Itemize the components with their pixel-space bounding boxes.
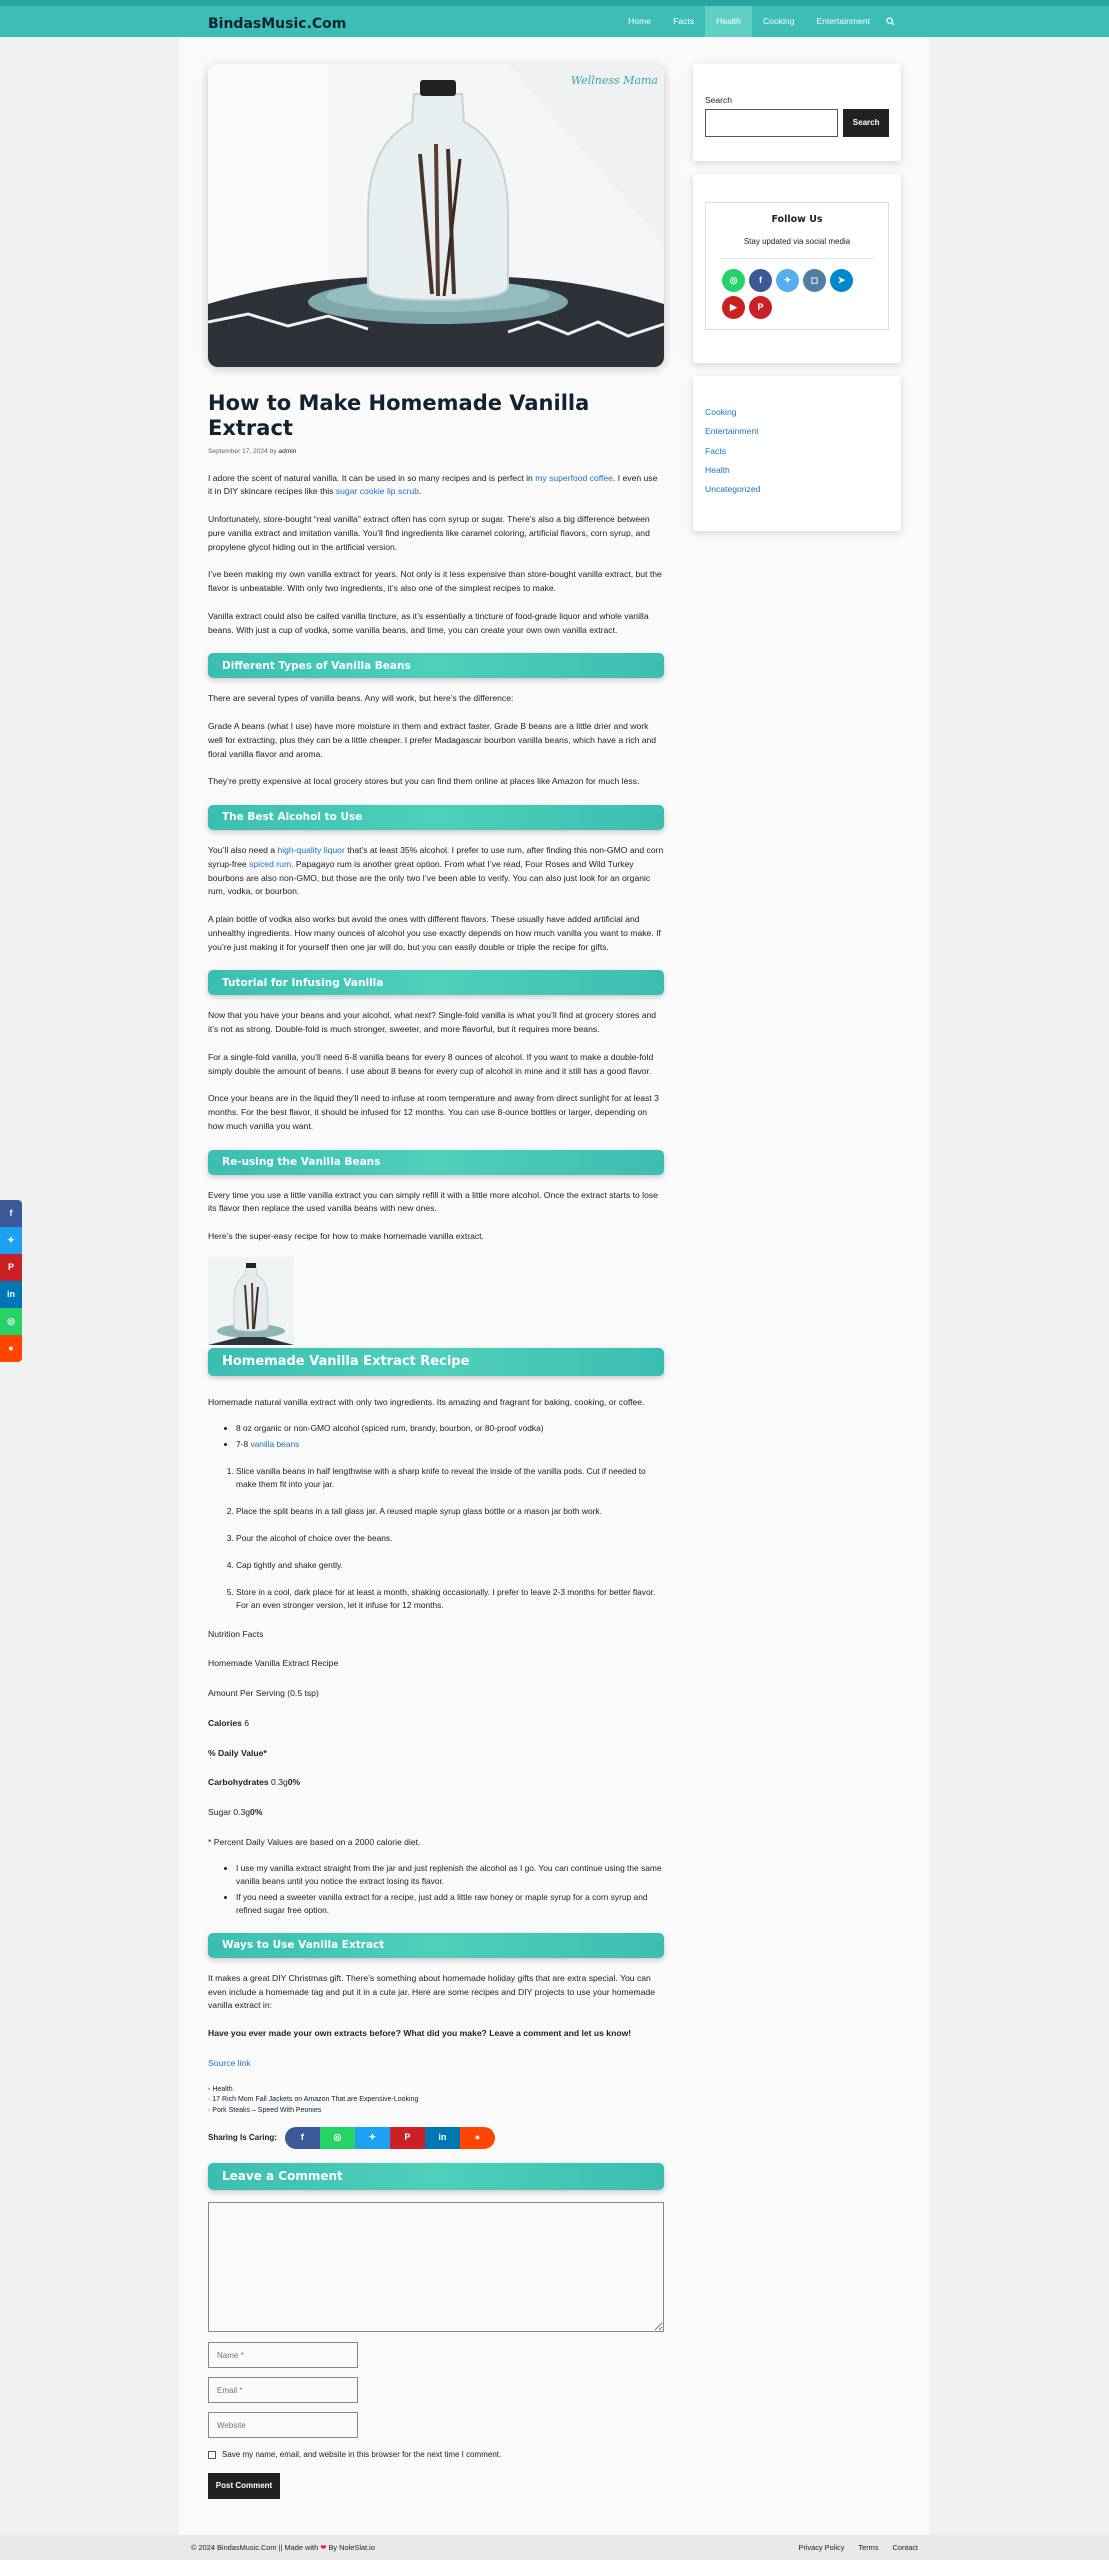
high-quality-liquor-link[interactable]: high-quality liquor [277, 845, 345, 856]
prev-post [208, 2095, 664, 2106]
vanilla-types-paragraph-3: They’re pretty expensive at local grocery stores but you can find them online at places like Amazon for much less. [208, 776, 640, 787]
spiced-rum-link[interactable]: spiced rum [249, 858, 292, 869]
share-twitter-icon[interactable]: ✦ [355, 2127, 390, 2149]
instruction-step: 5. Store in a cool, dark place for at least a month, shaking occasionally. I prefer to leave 2-3 months for better flavor. For an even stronger version, let it infuse for 12 months. [236, 1586, 664, 1612]
alcohol-paragraph-1: You’ll also need a high-quality liquor that’s at least 35% alcohol. I prefer to use rum, after finding this non-GMO and corn syrup-free spiced rum. Papagayo rum is another great option. From what I’ve read, Four Roses and Wild Turkey bourbons are also non-GMO, but those are the only two I’ve been able to verify. You can also just look for an organic rum, vodka, or bourbon. [208, 845, 664, 897]
post-date: September 17, 2024 [208, 448, 268, 456]
comment-textarea[interactable] [208, 2202, 664, 2332]
float-facebook-icon[interactable]: f [0, 1200, 22, 1227]
category-link-entertainment[interactable]: Entertainment [705, 426, 759, 437]
section-heading-vanilla-types: Different Types of Vanilla Beans [208, 653, 664, 678]
chevron-right-icon: › [208, 2107, 213, 2115]
search-icon[interactable] [881, 17, 899, 26]
uses-paragraph-1: It makes a great DIY Christmas gift. There’s something about homemade holiday gifts that are extra special. You can even include a homemade tag and put it in a cute jar. Here are some recipes and DIY projects to use your homemade vanilla extract in: [208, 1972, 655, 2011]
post-comment-button[interactable]: Post Comment [208, 2473, 280, 2499]
intro-paragraph-3: I’ve been making my own vanilla extract for years. Not only is it less expensive than store-bought vanilla extract, but the flavor is unbeatable. With only two ingredients, it’s also one of the simplest recipes to make. [208, 569, 662, 594]
follow-box [705, 202, 889, 330]
nutrition-footnote: * Percent Daily Values are based on a 2000 calorie diet. [208, 1836, 421, 1847]
next-post-link[interactable]: Pork Steaks – Speed With Peonies [212, 2107, 322, 2115]
share-reddit-icon[interactable]: ● [460, 2127, 495, 2149]
uses-paragraph-2: Have you ever made your own extracts before? What did you make? Leave a comment and let us know! [208, 2028, 632, 2039]
share-pinterest-icon[interactable]: P [390, 2127, 425, 2149]
recipe-notes [208, 1862, 664, 1917]
post-navigation [208, 2085, 664, 2118]
sharing-label: Sharing Is Caring: [208, 2132, 277, 2142]
prev-post-link[interactable]: 17 Rich Mom Fall Jackets on Amazon That are Expensive-Looking [212, 2096, 419, 2104]
site-brand[interactable]: BindasMusic.Com [208, 16, 347, 32]
intro-paragraph-1: I adore the scent of natural vanilla. It can be used in so many recipes and is perfect in my superfood coffee. I even use it in DIY skincare recipes like this sugar cookie lip scrub. [208, 472, 658, 497]
facebook-icon[interactable]: f [749, 269, 772, 292]
tutorial-paragraph-2: For a single-fold vanilla, you’ll need 6-8 vanilla beans for every 8 ounces of alcohol. If you want to make a double-fold simply double the amount of beans. I use about 8 beans for every cup of alcohol in mine and it still has a good flavor. [208, 1051, 654, 1076]
nutrition-calories: Calories 6 [208, 1717, 250, 1728]
reusing-paragraph-1: Every time you use a little vanilla extract you can simply refill it with a little more alcohol. Once the extract starts to lose its flavor then replace the used vanilla beans with new ones. [208, 1189, 658, 1214]
ingredient-alcohol: • 8 oz organic or non-GMO alcohol (spiced rum, brandy, bourbon, or 80-proof vodka) [236, 1422, 664, 1435]
float-twitter-icon[interactable]: ✦ [0, 1227, 22, 1254]
article-meta [208, 447, 664, 457]
twitter-icon[interactable]: ✦ [776, 269, 799, 292]
superfood-coffee-link[interactable]: my superfood coffee [535, 472, 613, 483]
whatsapp-icon[interactable]: ◎ [722, 269, 745, 292]
reusing-paragraph-2: Here’s the super-easy recipe for how to make homemade vanilla extract. [208, 1231, 484, 1242]
share-facebook-icon[interactable]: f [285, 2127, 320, 2149]
main-nav [617, 6, 899, 37]
nav-cooking[interactable]: Cooking [762, 15, 795, 26]
nutrition-recipe-name: Homemade Vanilla Extract Recipe [208, 1658, 339, 1669]
leave-comment-heading: Leave a Comment [208, 2163, 664, 2190]
chevron-left-icon: ‹ [208, 2096, 213, 2104]
nutrition-sugar: Sugar 0.3g0% [208, 1807, 263, 1818]
nutrition-serving: Amount Per Serving (0.5 tsp) [208, 1688, 319, 1699]
name-field[interactable] [208, 2342, 358, 2368]
tutorial-paragraph-1: Now that you have your beans and your alcohol, what next? Single-fold vanilla is what you’ll find at grocery stores and it’s not as strong. Double-fold is much stronger, sweeter, and more flavorful, but it requires more beans. [208, 1010, 657, 1035]
website-field[interactable] [208, 2412, 358, 2438]
instruction-step: 4. Cap tightly and shake gently. [236, 1559, 664, 1572]
nav-entertainment[interactable]: Entertainment [816, 15, 870, 26]
float-pinterest-icon[interactable]: P [0, 1254, 22, 1281]
recipe-thumbnail[interactable] [208, 1257, 294, 1345]
category-link-facts[interactable]: Facts [705, 445, 727, 456]
article-title: How to Make Homemade Vanilla Extract [208, 391, 590, 441]
sidebar-search-button[interactable]: Search [843, 109, 889, 137]
share-whatsapp-icon[interactable]: ◎ [320, 2127, 355, 2149]
hero-watermark: Wellness Mama [570, 74, 658, 87]
email-field[interactable] [208, 2377, 358, 2403]
recipe-description: Homemade natural vanilla extract with only two ingredients. Its amazing and fragrant for baking, cooking, or coffee. [208, 1396, 645, 1407]
footer-terms-link[interactable]: Terms [858, 2543, 879, 2552]
section-heading-uses: Ways to Use Vanilla Extract [208, 1933, 664, 1958]
vanilla-beans-link[interactable]: vanilla beans [250, 1438, 300, 1449]
youtube-icon[interactable]: ▶ [722, 296, 745, 319]
float-reddit-icon[interactable]: ● [0, 1335, 22, 1362]
tutorial-paragraph-3: Once your beans are in the liquid they’ll need to infuse at room temperature and away from direct sunlight for at least 3 months. For the best flavor, it should be infused for 12 months. You can use 8-ounce bottles or larger, depending on how much vanilla you want. [208, 1093, 659, 1131]
save-info-row [208, 2449, 664, 2461]
recipe-note: • If you need a sweeter vanilla extract for a recipe, just add a little raw honey or maple syrup for a corn syrup and refined sugar free option. [236, 1891, 664, 1917]
section-heading-reusing: Re-using the Vanilla Beans [208, 1150, 664, 1175]
section-heading-tutorial: Tutorial for Infusing Vanilla [208, 970, 664, 995]
nav-home[interactable]: Home [628, 15, 652, 26]
search-label: Search [705, 95, 732, 105]
meta-by: by [267, 448, 279, 456]
telegram-icon[interactable]: ➤ [830, 269, 853, 292]
sidebar-search-input[interactable] [705, 109, 838, 137]
nutrition-daily-value: % Daily Value* [208, 1747, 267, 1758]
folder-icon: ▪ [208, 2085, 213, 2093]
float-whatsapp-icon[interactable]: ◎ [0, 1308, 22, 1335]
recipe-heading: Homemade Vanilla Extract Recipe [208, 1348, 664, 1376]
share-buttons [285, 2127, 495, 2149]
footer-copyright: © 2024 BindasMusic.Com || Made with ❤ By NoleSlat.io [191, 2543, 375, 2552]
pinterest-icon[interactable]: P [749, 296, 772, 319]
social-icons [720, 267, 874, 321]
nutrition-carbohydrates: Carbohydrates 0.3g0% [208, 1777, 301, 1788]
lip-scrub-link[interactable]: sugar cookie lip scrub [335, 486, 419, 497]
vanilla-types-paragraph-2: Grade A beans (what I use) have more moisture in them and extract faster. Grade B beans are a little drier and work well for extracting, plus they can be a little cheaper. I prefer Madagascar bourbon vanilla beans, which have a rich and floral vanilla flavor and aroma. [208, 721, 657, 759]
search-widget [693, 64, 901, 161]
sidebar [693, 64, 901, 531]
category-list [705, 406, 889, 497]
site-footer [0, 2535, 1109, 2560]
category-link-uncategorized[interactable]: Uncategorized [705, 484, 761, 495]
footer-privacy-link[interactable]: Privacy Policy [798, 2543, 845, 2552]
follow-widget [693, 174, 901, 363]
source-link[interactable]: Source link [208, 2057, 251, 2068]
footer-links [798, 2542, 918, 2553]
follow-subtitle: Stay updated via social media [720, 236, 874, 259]
category-link-health[interactable]: Health [705, 464, 730, 475]
share-linkedin-icon[interactable]: in [425, 2127, 460, 2149]
save-info-checkbox[interactable] [208, 2451, 216, 2459]
heart-icon: ❤ [320, 2543, 327, 2552]
nav-facts[interactable]: Facts [673, 15, 695, 26]
float-linkedin-icon[interactable]: in [0, 1281, 22, 1308]
intro-paragraph-4: Vanilla extract could also be called vanilla tincture, as it’s essentially a tincture of food-grade liquor and whole vanilla beans. With just a cup of vodka, some vanilla beans, and time, you can create your own own vanilla extract. [208, 610, 649, 635]
instruction-step: 2. Place the split beans in a tall glass jar. A reused maple syrup glass bottle or a mason jar both work. [236, 1505, 664, 1518]
section-heading-alcohol: The Best Alcohol to Use [208, 805, 664, 830]
nutrition-facts-label: Nutrition Facts [208, 1628, 264, 1639]
alcohol-paragraph-2: A plain bottle of vodka also works but avoid the ones with different flavors. These usually have added artificial and unhealthy ingredients. How many ounces of alcohol you use exactly depends on how much vanilla you want to make. If you’re just making it for yourself then one jar will do, but you can easily double or triple the recipe for gifts. [208, 914, 661, 952]
post-category [208, 2085, 664, 2096]
ingredients-list [208, 1422, 664, 1451]
save-info-label: Save my name, email, and website in this browser for the next time I comment. [222, 2450, 502, 2460]
recipe-note: • I use my vanilla extract straight from the jar and just replenish the alcohol as I go. You can continue using the same vanilla beans until you notice the extract losing its flavor. [236, 1862, 664, 1888]
instruction-step: 1. Slice vanilla beans in half lengthwise with a sharp knife to reveal the inside of the vanilla pods. Cut if needed to make them fit into your jar. [236, 1465, 664, 1491]
category-link-cooking[interactable]: Cooking [705, 407, 737, 417]
nav-health[interactable]: Health [705, 6, 752, 37]
vanilla-types-paragraph-1: There are several types of vanilla beans. Any will work, but here’s the difference: [208, 693, 514, 704]
ingredient-beans: • 7-8 vanilla beans [236, 1438, 664, 1451]
site-header [0, 6, 1109, 37]
instructions-list [208, 1465, 664, 1612]
instruction-step: 3. Pour the alcohol of choice over the beans. [236, 1532, 664, 1545]
categories-widget [693, 376, 901, 531]
article [208, 64, 664, 2499]
instagram-icon[interactable]: ◻ [803, 269, 826, 292]
intro-paragraph-2: Unfortunately, store-bought “real vanilla” extract often has corn syrup or sugar. There’s also a big difference between pure vanilla extract and imitation vanilla. You’ll find ingredients like caramel coloring, artificial flavors, corn syrup, and propylene glycol hiding out in the artificial version. [208, 514, 650, 552]
next-post [208, 2106, 664, 2117]
author-link[interactable]: admin [278, 448, 297, 456]
category-health-link[interactable]: Health [212, 2085, 233, 2093]
hero-image [208, 64, 664, 367]
source-paragraph [208, 2057, 664, 2071]
share-bar [208, 2127, 664, 2149]
follow-title: Follow Us [771, 214, 823, 225]
footer-contact-link[interactable]: Contact [892, 2543, 918, 2552]
floating-share-bar [0, 1200, 22, 1362]
